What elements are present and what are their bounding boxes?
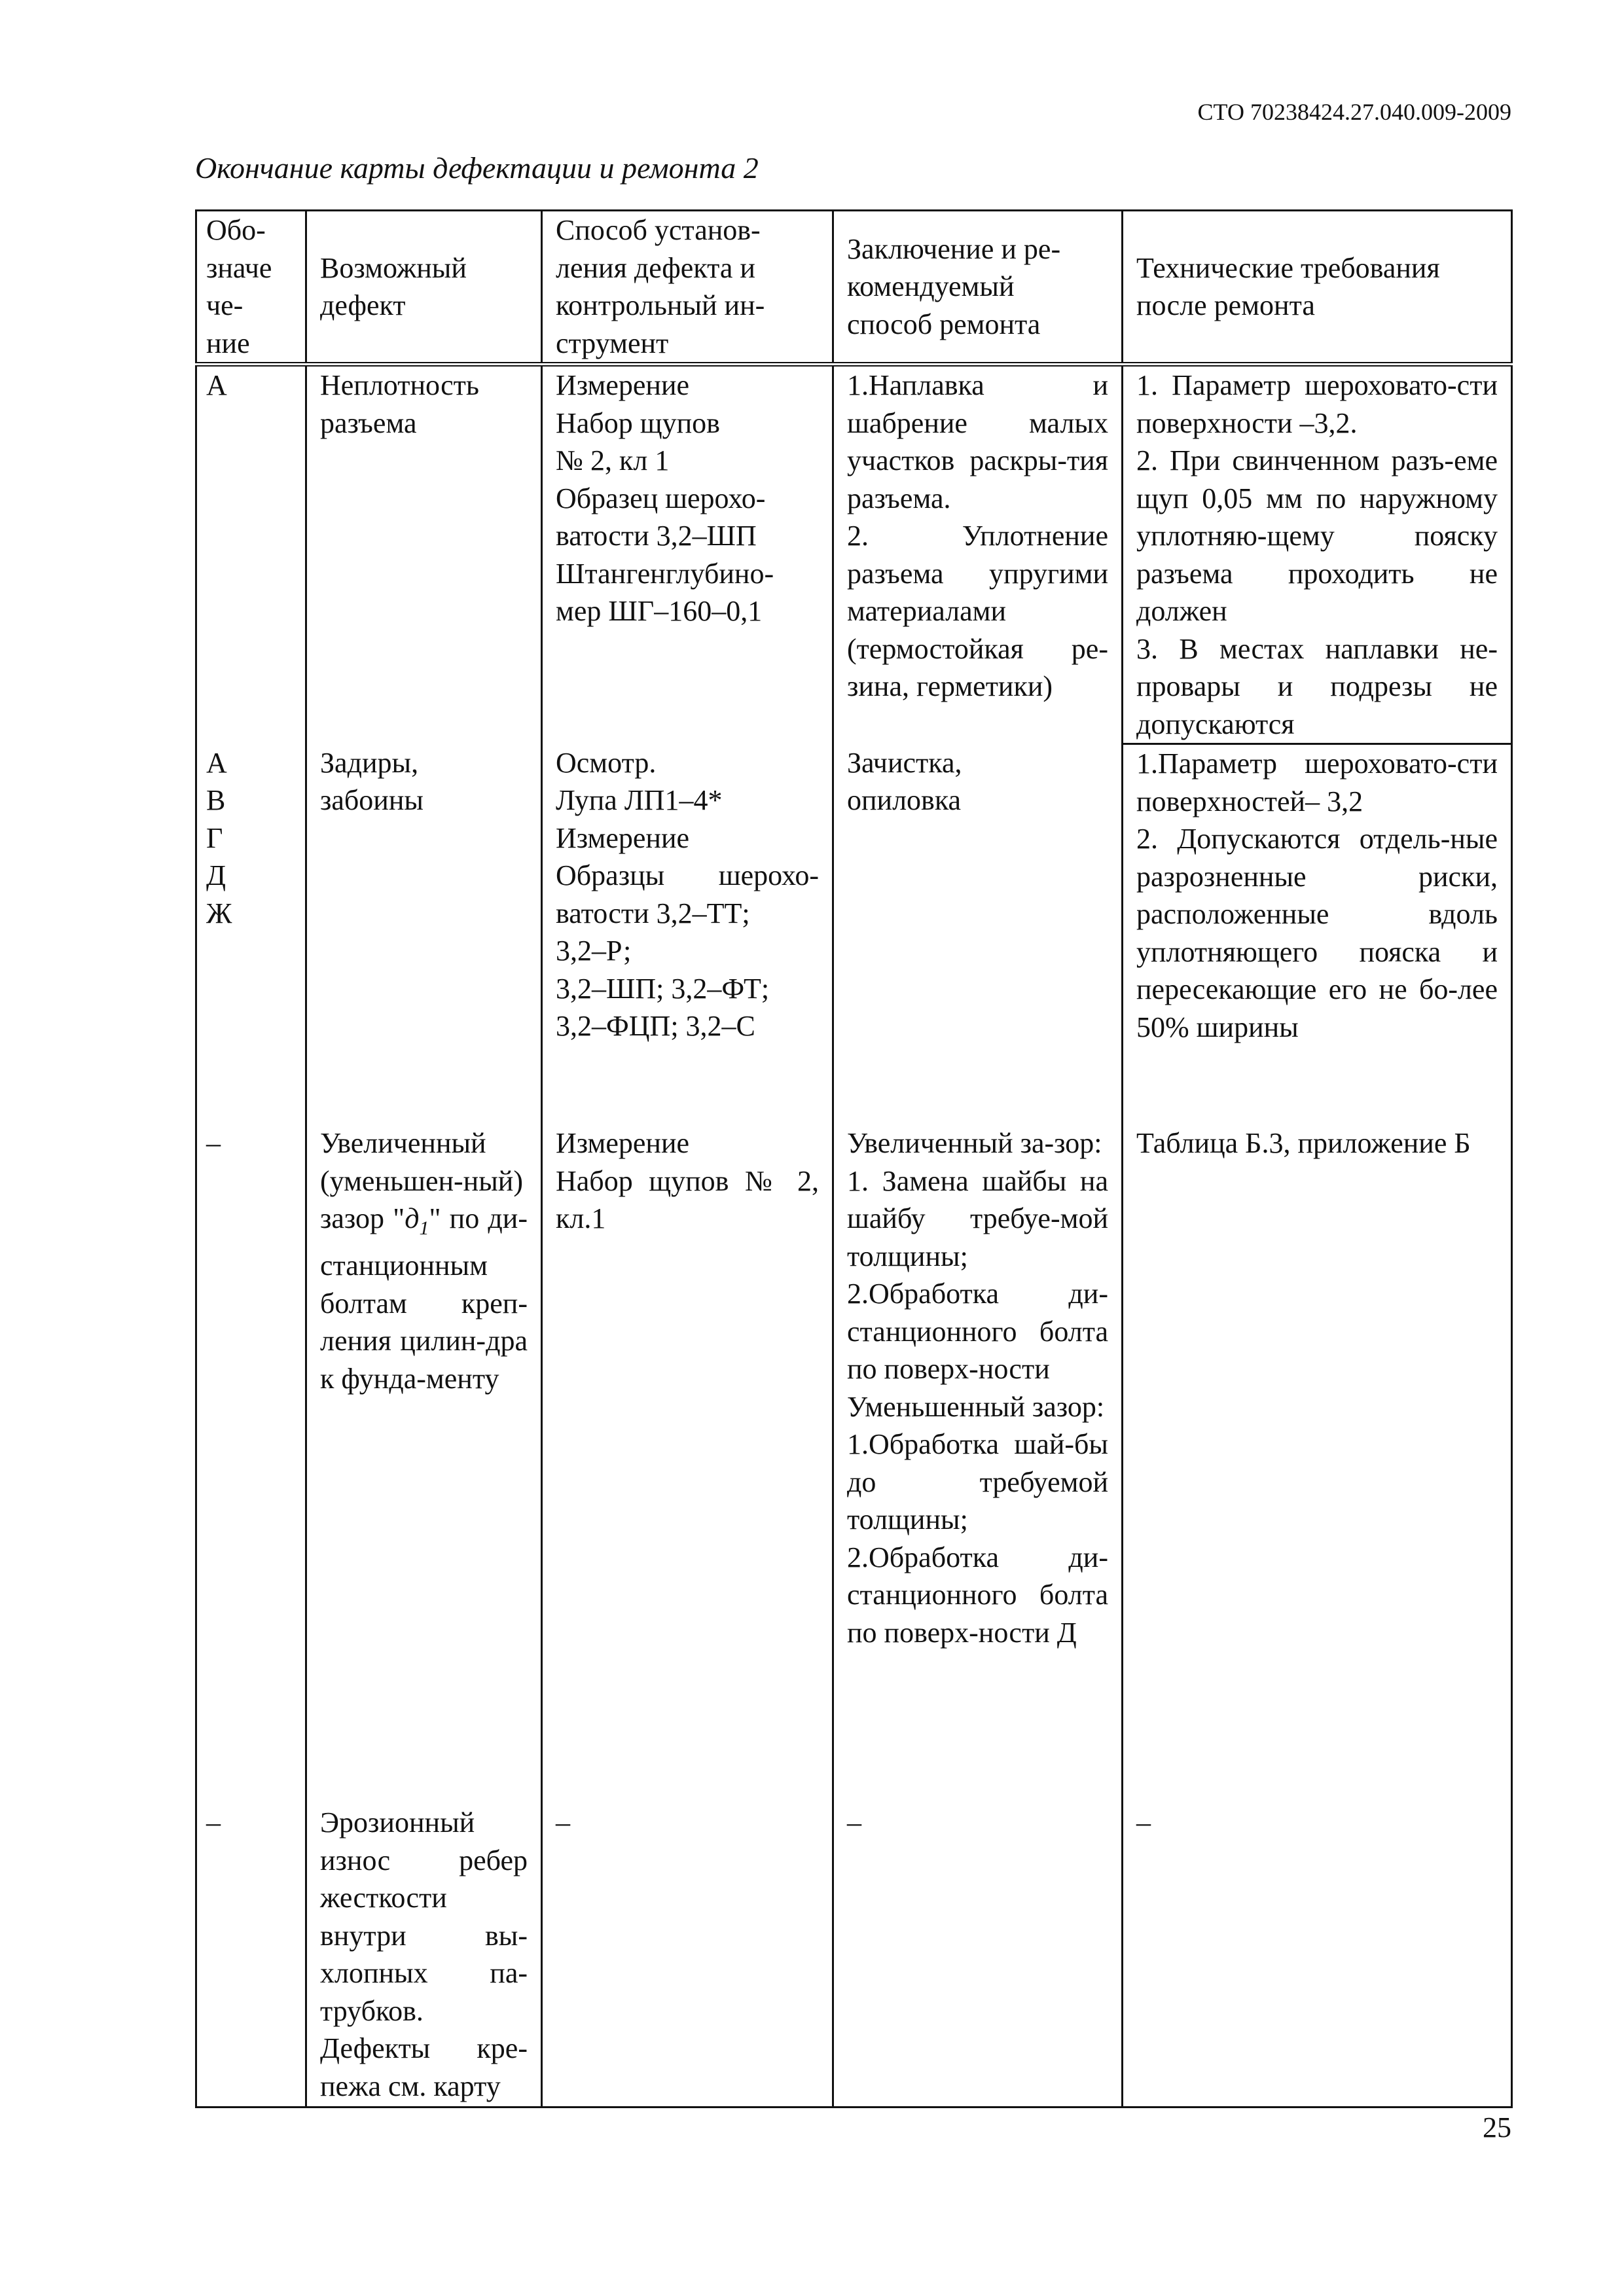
header-repair: Заключение и ре- комендуемый способ ремонта bbox=[833, 211, 1123, 365]
cell-requirements: – bbox=[1123, 1804, 1512, 2108]
cell-method: – bbox=[542, 1804, 833, 2108]
cell-designation: А В Г Д Ж bbox=[196, 744, 306, 1125]
cell-repair: Зачистка, опиловка bbox=[833, 744, 1123, 1125]
table-row bbox=[196, 1124, 1512, 1804]
gap-symbol-subscript: 1 bbox=[419, 1217, 429, 1239]
table-title: Окончание карты дефектации и ремонта 2 bbox=[195, 151, 759, 185]
cell-defect: Эрозионный износ ребер жесткости внутри вы-хлопных па-трубков. Дефекты кре-пежа см. карту bbox=[306, 1804, 542, 2108]
cell-method: Измерение Набор щупов № 2, кл.1 bbox=[542, 1124, 833, 1804]
gap-symbol: д bbox=[405, 1202, 420, 1234]
cell-repair: 1.Наплавка и шабрение малых участков раскры-тия разъема. 2. Уплотнение разъема упругими материалами (термостойкая ре-зина, герметики) bbox=[833, 365, 1123, 744]
table-row bbox=[196, 744, 1512, 1125]
cell-requirements: 1. Параметр шероховато-сти поверхности –3,2. 2. При свинченном разъ-еме щуп 0,05 мм по наружному уплотняю-щему пояску разъема проходить не должен 3. В местах наплавки не-провары и подрезы не допускаются bbox=[1123, 365, 1512, 744]
cell-designation: – bbox=[196, 1124, 306, 1804]
cell-defect: Задиры, забоины bbox=[306, 744, 542, 1125]
cell-repair: – bbox=[833, 1804, 1123, 2108]
cell-requirements: Таблица Б.3, приложение Б bbox=[1123, 1124, 1512, 1804]
cell-designation: А bbox=[196, 365, 306, 744]
table-row bbox=[196, 365, 1512, 744]
cell-method: Осмотр. Лупа ЛП1–4* Измерение Образцы шерохо-ватости 3,2–ТТ; 3,2–Р; 3,2–ШП; 3,2–ФТ; 3,2–ФЦП; 3,2–С bbox=[542, 744, 833, 1125]
defect-text-end: " по ди-станционным болтам креп-ления цилин-дра к фунда-менту bbox=[320, 1202, 528, 1395]
cell-defect bbox=[306, 1124, 542, 1804]
header-method: Способ установ- ления дефекта и контрольный ин- струмент bbox=[542, 211, 833, 365]
defect-text-start: Увеличенный (уменьшен-ный) зазор " bbox=[320, 1127, 523, 1234]
page-number: 25 bbox=[1483, 2111, 1511, 2144]
cell-repair: Увеличенный за-зор: 1. Замена шайбы на шайбу требуе-мой толщины; 2.Обработка ди-станционного болта по поверх-ности Уменьшенный зазор: 1.Обработка шай-бы до требуемой толщины; 2.Обработка ди-станционного болта по поверх-ности Д bbox=[833, 1124, 1123, 1804]
defect-repair-table bbox=[195, 209, 1513, 2108]
cell-defect: Неплотность разъема bbox=[306, 365, 542, 744]
table-row bbox=[196, 1804, 1512, 2108]
header-designation: Обо- значе че- ние bbox=[196, 211, 306, 365]
header-defect: Возможный дефект bbox=[306, 211, 542, 365]
header-requirements: Технические требования после ремонта bbox=[1123, 211, 1512, 365]
table-header-row bbox=[196, 211, 1512, 365]
cell-method: Измерение Набор щупов № 2, кл 1 Образец шерохо- ватости 3,2–ШП Штангенглубино- мер ШГ–160–0,1 bbox=[542, 365, 833, 744]
document-code: СТО 70238424.27.040.009-2009 bbox=[1197, 99, 1511, 125]
cell-designation: – bbox=[196, 1804, 306, 2108]
cell-requirements: 1.Параметр шероховато-сти поверхностей– 3,2 2. Допускаются отдель-ные разрозненные риски, расположенные вдоль уплотняющего пояска и пересекающие его не бо-лее 50% ширины bbox=[1123, 744, 1512, 1125]
